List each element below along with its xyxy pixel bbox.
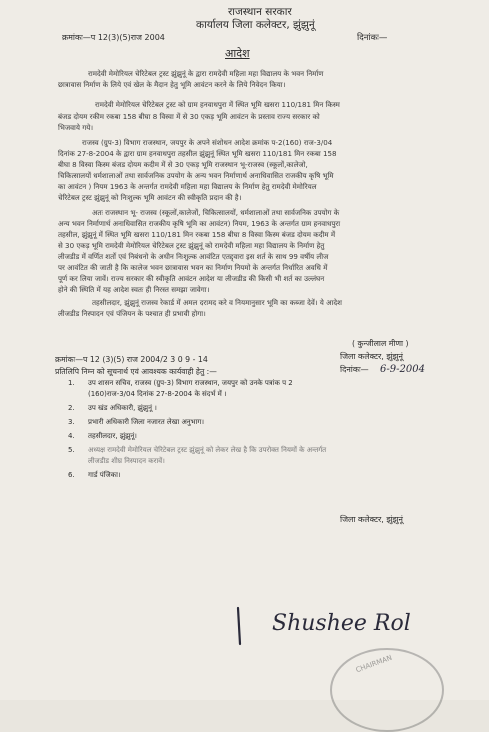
handwritten-signature <box>232 600 432 650</box>
signatory-date-value: 6-9-2004 <box>380 364 425 375</box>
para1-line: बंजड दोयम रकीम रकबा 158 बीघा 8 विस्वा में से 30 एकड़ भूमि आवंटन के प्रस्ताव राज्य सरकार को <box>58 112 320 121</box>
para2-line: राजस्व (ग्रुप-3) विभाग राजस्थान, जयपुर के अपने संशोधन आदेश क्रमांक प-2(160) राज-3/04 <box>82 138 333 147</box>
para3-line: होने की स्थिति में यह आदेश स्वतः ही निरस्त समझा जावेगा। <box>58 285 210 294</box>
para3-line: पर आवंटित की जाती है कि कालेज भवन छात्रावास भवन का निर्माण नियमो के अन्तर्गत निर्धारित अवधि में <box>58 263 328 272</box>
copy-item-continuation: लीजडीड शीघ्र निस्पादन करावें। <box>88 457 165 465</box>
copy-intro: प्रतिलिपि निम्न को सूचनार्थ एवं आवश्यक कार्यवाही हेतु :— <box>55 367 217 376</box>
copy-item-number: 4. <box>68 432 75 440</box>
document-title: आदेश <box>225 47 250 60</box>
copy-item-text: प्रभारी अधिकारी जिला नजारत लेखा अनुभाग। <box>88 418 205 426</box>
para2-line: दिनांक 27-8-2004 के द्वारा ग्राम हनवाधपुरा तहसील झुंझुनूं स्थित भूमि खसरा 110/181 मिन रकबा 158 <box>58 149 337 158</box>
para3-line: पूर्ण कर लिया जावें। राज्य सरकार की स्वीकृति आवंटन आदेश या लीजडीड की किसी भी शर्त का उल्लंघन <box>58 274 325 283</box>
para1-line: छात्रावास निर्माण के लिये एवं खेल के मैदान हेतु भूमि आवंटन करने के लिये निवेदन किया। <box>58 80 286 89</box>
copy-item-text: उप खंड अधिकारी, झुंझुनूं । <box>88 404 157 412</box>
para3-line: लीजडीड में वर्णित शर्तो एवं निबंधनो के अधीन निःशुल्क आवंटित एतद्द्वारा इस शर्त के साथ 99 वर्षीय लीज <box>58 252 329 261</box>
para2-line: का आवंटन ) नियम 1963 के अन्तर्गत रामदेवी महिला महा विद्यालय के निर्माण हेतु रामदेवी मेमोरियल <box>58 182 317 191</box>
copy-item-number: 3. <box>68 418 75 426</box>
signatory-designation: जिला कलेक्टर, झुंझुनूं <box>340 352 403 361</box>
signatory-name: ( कुन्जीलाल मीणा ) <box>352 339 409 348</box>
copy-item-number: 2. <box>68 404 75 412</box>
copy-item-number: 5. <box>68 446 75 454</box>
copy-reference-number: क्रमांकः—प 12 (3)(5) राज 2004/2 3 0 9 - 14 <box>55 355 208 364</box>
stamp-text: CHAIRMAN <box>354 653 394 675</box>
para4-line: लीजडीड निस्पादन एवं पंजियन के पश्चात ही प्रभावी होगा। <box>58 309 206 318</box>
copy-item-text: तहसीलदार, झुंझुनूं। <box>88 432 137 440</box>
para4-line: तहसीलदार, झुंझुनूं राजस्व रेकार्ड में अमल दरामद करे व नियमानुसार भूमि का कब्जा देवें। ये आदेश <box>92 298 342 307</box>
para2-line: चेरिटेबल ट्रस्ट झुंझुनूं को निःशुल्क भूमि आवंटन की स्वीकृति प्रदान की है। <box>58 193 242 202</box>
copy-item-text: अध्यक्ष रामदेवी मेमोरियल चेरिटेबल ट्रस्ट झुंझुनूं को लेकर लेख है कि उपरोक्त नियमों के अन्तर्गत <box>88 446 327 454</box>
para1-line: भिजवाये गये। <box>58 123 94 132</box>
reference-number: क्रमांकः—प 12(3)(5)राज 2004 <box>62 33 165 42</box>
date-label: दिनांकः— <box>357 33 388 43</box>
para2-line: बीघा 8 विस्वा किस्म बंजड दोयम कदीम में से 30 एकड़ भूमि राजस्थान भू-राजस्व (स्कूलों,कालेजो, <box>58 160 308 169</box>
para3-line: तहसील, झुंझुनूं में स्थित भूमि खसरा 110/181 मिन रकबा 158 बीघा 8 विस्वा किस्म बंजड दोयम कदीम में <box>58 230 336 239</box>
para2-line: चिकित्सालयों धर्मशालाओं तथा सार्वजनिक उपयोग के अन्य भवन निर्माणार्थ अनाधिवासित राजकीय कृषि भूमि <box>58 171 334 180</box>
para3-line: अतः राजस्थान भू- राजस्व (स्कूलों,कालेजों, चिकित्सालयों, धर्मशालाओं तथा सार्वजनिक उपयोग के <box>92 208 340 217</box>
copy-item-number: 6. <box>68 471 75 479</box>
para3-line: अन्य भवन निर्माणार्थ अनाधिवासित राजकीय कृषि भूमि का आवंटन) नियम, 1963 के अन्तर्गत ग्राम हनवाधपुरा <box>58 219 341 228</box>
para1-line: रामदेवी मेमोरियल चेरिटेबल ट्रस्ट झुंझुनूं के द्वारा रामदेवी महिला महा विद्यालय के भवन निर्माण <box>88 69 324 78</box>
signatory-date-label: दिनांकः— <box>340 365 369 374</box>
para3-line: से 30 एकड़ भूमि रामदेवी मेमोरियल चेरिटेबल ट्रस्ट झुंझुनूं को रामदेवी महिला महा विद्यालय के निर्माण हेतु <box>58 241 325 250</box>
signature-text: Shushee Rol <box>272 611 411 636</box>
closing-designation: जिला कलेक्टर, झुंझुनूं <box>340 515 403 524</box>
copy-item-continuation: (160)राज-3/04 दिनांक 27-8-2004 के संदर्भ में । <box>88 390 227 398</box>
copy-item-text: उप शासन सचिव, राजस्व (ग्रुप-3) विभाग राजस्थान, जयपुर को उनके पत्रांक प 2 <box>88 379 293 387</box>
copy-item-text: गार्ड पंजिका। <box>88 471 121 479</box>
para1-line: रामदेवी मेमोरियल चेरिटेबल ट्रस्ट को ग्राम हनवाधपुरा में स्थित भूमि खसरा 110/181 मिन किस्म <box>95 100 340 109</box>
copy-item-number: 1. <box>68 379 75 387</box>
office-heading: कार्यालय जिला कलेक्टर, झुंझुनूं <box>196 19 315 31</box>
govt-heading: राजस्थान सरकार <box>228 6 292 18</box>
